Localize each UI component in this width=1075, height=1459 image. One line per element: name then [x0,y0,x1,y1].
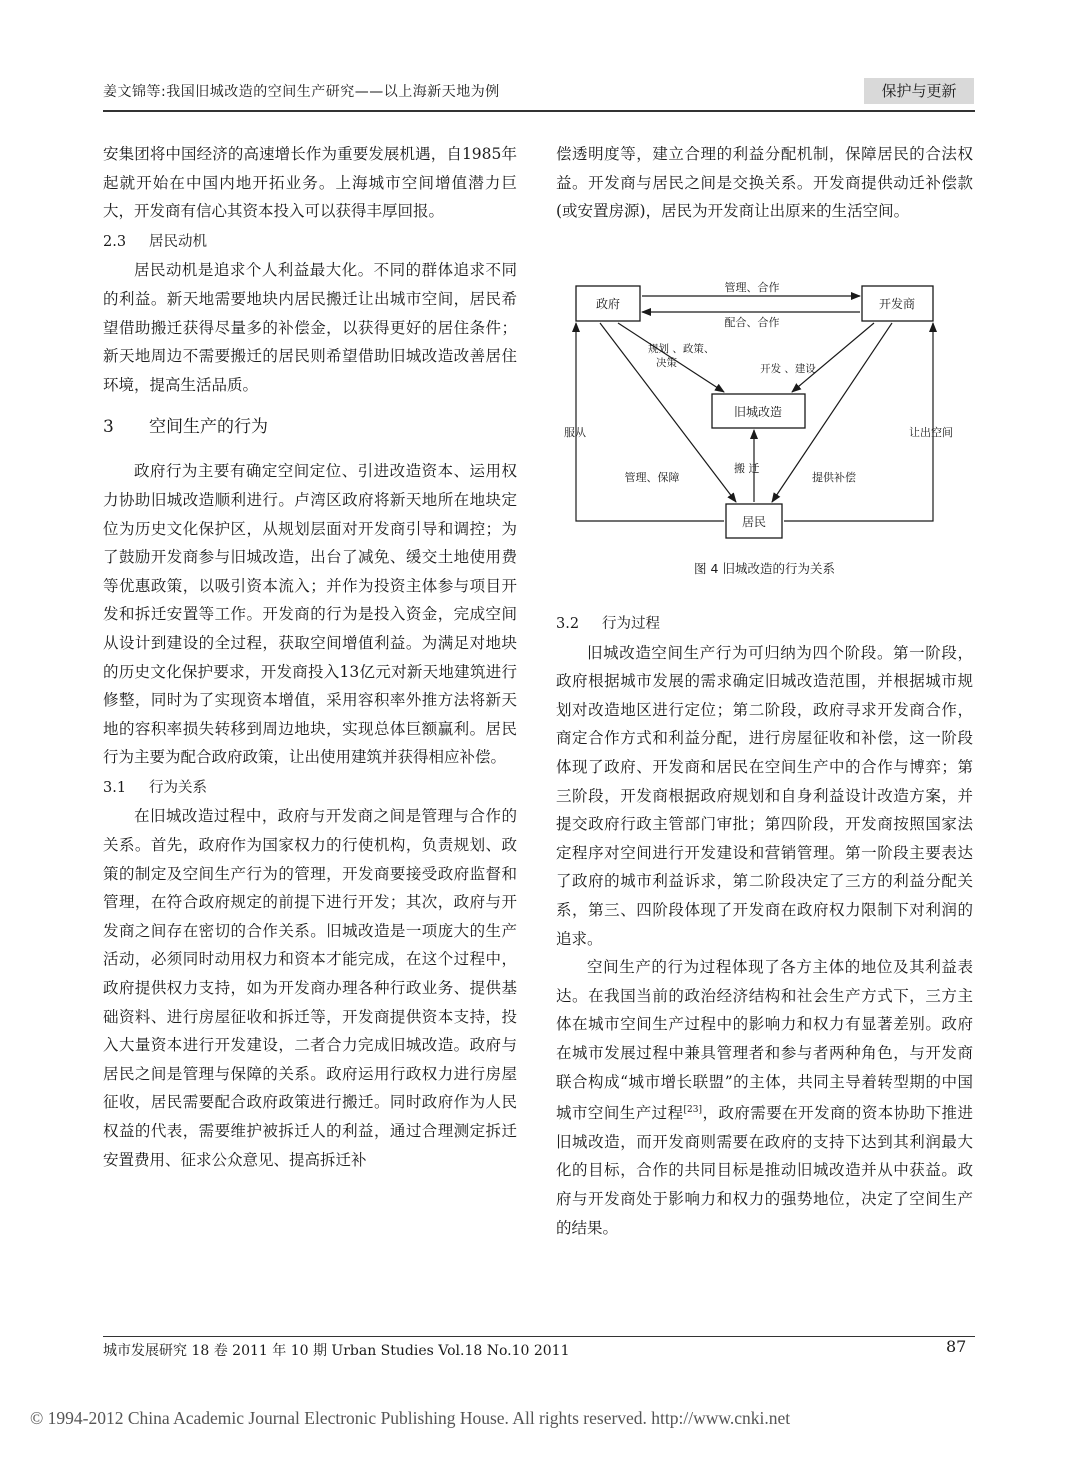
label-gov-to-renewal-1: 规划 、政策、 [648,343,715,355]
label-gov-to-renewal-2: 决策 [656,357,677,369]
section-title: 行为过程 [602,616,660,632]
right-column-top [556,140,973,226]
right-column-bottom [556,608,973,1242]
section-heading-3 [103,409,517,445]
node-renewal: 旧城改造 [733,405,783,419]
page-number: 87 [946,1337,967,1356]
section-heading-3-1 [103,774,517,803]
section-tag: 保护与更新 [864,78,974,104]
section-number: 3.1 [103,779,127,796]
section-number: 3.2 [556,616,580,632]
label-dev-to-gov: 配合、合作 [724,316,780,329]
node-residents: 居民 [741,515,767,529]
paragraph: 居民动机是追求个人利益最大化。不同的群体追求不同的利益。新天地需要地块内居民搬迁让出城市空间，居民希望借助搬迁获得尽量多的补偿金，以获得更好的居住条件；新天地周边不需要搬迁的居民则希望借助旧城改造改善居住环境，提高生活品质。 [103,261,517,394]
label-dev-to-renewal: 开发 、建设 [760,363,816,375]
arrow-dev-to-renewal [792,323,874,392]
figure-caption: 图 4 旧城改造的行为关系 [694,561,835,576]
header-rule [103,110,975,112]
section-number: 2.3 [103,233,127,250]
section-heading-3-2 [556,610,973,639]
label-relocation: 搬 迁 [734,462,760,475]
arrow-residents-yield [784,323,933,521]
node-developer: 开发商 [878,297,916,311]
paragraph-text: ，政府需要在开发商的资本协助下推进旧城改造，而开发商则需要在政府的支持下达到其利润最大化的目标，合作的共同目标是推动旧城改造并从中获益。政府与开发商处于影响力和权力的强势地位，决定了空间生产的结果。 [556,1104,973,1237]
paragraph [556,953,973,1242]
section-title: 空间生产的行为 [149,417,268,438]
paragraph: 旧城改造空间生产行为可归纳为四个阶段。第一阶段，政府根据城市发展的需求确定旧城改造范围，并根据城市规划对改造地区进行定位；第二阶段，政府寻求开发商合作，商定合作方式和利益分配，进行房屋征收和补偿，这一阶段体现了政府、开发商和居民在空间生产中的合作与博弈；第三阶段，开发商根据政府规划和自身利益设计改造方案，并提交政府行政主管部门审批；第四阶段，开发商按照国家法定程序对空间进行开发建设和营销管理。第一阶段主要表达了政府的城市利益诉求，第二阶段决定了三方的利益分配关系，第三、四阶段体现了开发商在政府权力限制下对利润的追求。 [556,643,973,948]
label-obey: 服从 [564,426,586,439]
label-yield-space: 让出空间 [909,426,953,439]
journal-footer: 城市发展研究 18 卷 2011 年 10 期 Urban Studies Vol.18 No.10 2011 [103,1343,570,1359]
paragraph-text: 空间生产的行为过程体现了各方主体的地位及其利益表达。在我国当前的政治经济结构和社会生产方式下，三方主体在城市空间生产过程中的影响力和权力有显著差别。政府在城市发展过程中兼具管理者和参与者两种角色，与开发商联合构成“城市增长联盟”的主体，共同主导着转型期的中国城市空间生产过程 [556,958,973,1123]
footer-rule [103,1336,975,1337]
label-gov-to-dev: 管理、合作 [724,281,780,294]
running-head: 姜文锦等:我国旧城改造的空间生产研究——以上海新天地为例 [103,84,500,100]
copyright-line: © 1994-2012 China Academic Journal Electronic Publishing House. All rights reserved. http://www.cnki.net [30,1408,791,1428]
section-number: 3 [103,417,114,438]
node-government: 政府 [595,297,621,311]
left-column [103,140,517,1174]
paragraph: 偿透明度等，建立合理的利益分配机制，保障居民的合法权益。开发商与居民之间是交换关系。开发商提供动迁补偿款(或安置房源)，居民为开发商让出原来的生活空间。 [556,145,973,221]
paragraph: 政府行为主要有确定空间定位、引进改造资本、运用权力协助旧城改造顺利进行。卢湾区政府将新天地所在地块定位为历史文化保护区，从规划层面对开发商引导和调控；为了鼓励开发商参与旧城改造，出台了减免、缓交土地使用费等优惠政策，以吸引资本流入；并作为投资主体参与项目开发和拆迁安置等工作。开发商的行为是投入资金，完成空间从设计到建设的全过程，获取空间增值利益。为满足对地块的历史文化保护要求，开发商投入13亿元对新天地建筑进行修整，同时为了实现资本增值，采用容积率外推方法将新天地的容积率损失转移到周边地块，实现总体巨额赢利。居民行为主要为配合政府政策，让出使用建筑并获得相应补偿。 [103,462,517,767]
label-gov-to-residents: 管理、保障 [624,471,680,484]
section-title: 行为关系 [149,779,207,796]
figure-4-diagram [556,276,973,551]
section-title: 居民动机 [149,233,207,250]
citation-ref: [23] [683,1105,702,1116]
paragraph: 安集团将中国经济的高速增长作为重要发展机遇，自1985年起就开始在中国内地开拓业务。上海城市空间增值潜力巨大，开发商有信心其资本投入可以获得丰厚回报。 [103,145,517,221]
section-heading-2-3 [103,228,517,257]
paragraph: 在旧城改造过程中，政府与开发商之间是管理与合作的关系。首先，政府作为国家权力的行使机构，负责规划、政策的制定及空间生产行为的管理，开发商要接受政府监督和管理，在符合政府规定的前提下进行开发；其次，政府与开发商之间存在密切的合作关系。旧城改造是一项庞大的生产活动，必须同时动用权力和资本才能完成，在这个过程中，政府提供权力支持，如为开发商办理各种行政业务、提供基础资料、进行房屋征收和拆迁等，开发商提供资本支持，投入大量资本进行开发建设，二者合力完成旧城改造。政府与居民之间是管理与保障的关系。政府运用行政权力进行房屋征收，居民需要配合政府政策进行搬迁。同时政府作为人民权益的代表，需要维护被拆迁人的利益，通过合理测定拆迁安置费用、征求公众意见、提高拆迁补 [103,807,517,1169]
label-compensation: 提供补偿 [812,471,856,484]
